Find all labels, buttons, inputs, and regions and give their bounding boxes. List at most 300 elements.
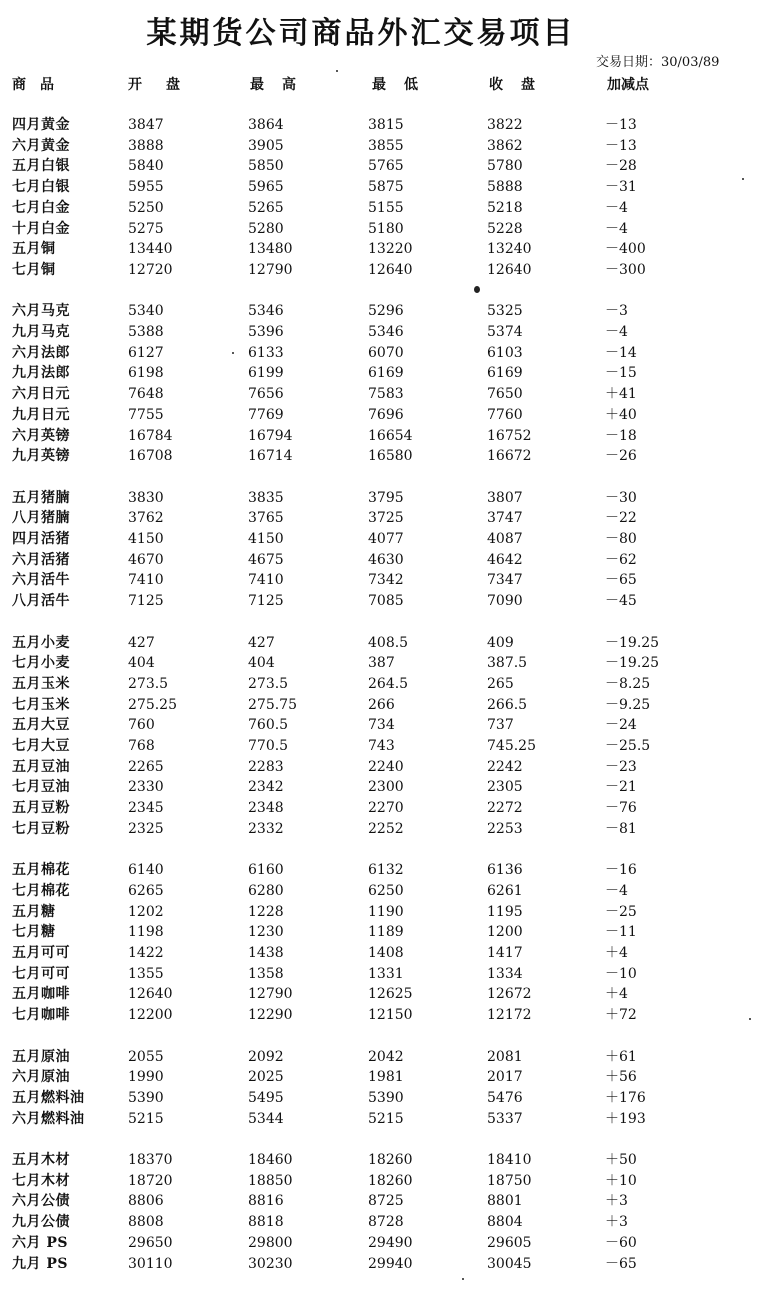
cell-low: 4077 (368, 531, 404, 547)
cell-change: －4 (605, 882, 628, 899)
table-row (0, 1047, 758, 1068)
cell-change: －28 (605, 158, 637, 175)
trade-date: 交易日期：30/03/89 (596, 55, 720, 70)
cell-high: 5850 (248, 158, 284, 175)
cell-commodity: 五月猪腩 (12, 489, 70, 506)
cell-change: －4 (605, 220, 628, 237)
table-row (0, 881, 758, 902)
cell-low: 6070 (368, 344, 404, 361)
cell-low: 12625 (368, 986, 413, 1003)
cell-commodity: 七月白金 (12, 199, 70, 216)
cell-commodity: 五月可可 (12, 945, 70, 961)
header-change: 加减点 (607, 77, 649, 93)
cell-close: 8804 (487, 1214, 523, 1231)
cell-low: 8728 (368, 1214, 404, 1231)
cell-high: 404 (248, 655, 275, 672)
cell-high: 12790 (248, 986, 293, 1003)
cell-high: 6199 (248, 365, 284, 382)
cell-close: 2081 (487, 1048, 523, 1065)
cell-low: 3855 (368, 137, 404, 154)
cell-open: 30110 (128, 1255, 173, 1272)
cell-close: 30045 (487, 1255, 532, 1272)
cell-commodity: 五月棉花 (12, 862, 70, 879)
table-row (0, 446, 758, 467)
cell-commodity: 九月 PS (12, 1255, 69, 1272)
cell-commodity: 四月黄金 (12, 117, 70, 133)
cell-change: ＋4 (605, 945, 628, 961)
cell-low: 1408 (368, 945, 404, 961)
cell-high: 5965 (248, 179, 284, 196)
cell-low: 408.5 (368, 634, 409, 651)
cell-close: 16672 (487, 448, 532, 465)
cell-change: －19.25 (605, 634, 660, 651)
cell-open: 273.5 (128, 675, 169, 692)
cell-high: 2283 (248, 758, 284, 775)
cell-high: 12790 (248, 261, 293, 278)
cell-high: 7125 (248, 593, 284, 610)
cell-commodity: 五月大豆 (12, 717, 70, 734)
cell-high: 1230 (248, 924, 284, 941)
cell-open: 16708 (128, 448, 173, 465)
cell-change: －400 (605, 241, 646, 258)
cell-low: 5765 (368, 158, 404, 175)
cell-commodity: 六月燃料油 (12, 1110, 85, 1127)
cell-change: －8.25 (605, 675, 651, 692)
cell-high: 2348 (248, 800, 284, 817)
cell-commodity: 七月棉花 (12, 882, 70, 899)
cell-close: 5228 (487, 220, 523, 237)
cell-commodity: 七月糖 (12, 924, 56, 941)
cell-change: －3 (605, 303, 628, 320)
cell-commodity: 五月豆粉 (12, 800, 70, 817)
table-row (0, 1005, 758, 1026)
cell-open: 427 (128, 634, 155, 651)
cell-close: 13240 (487, 241, 532, 258)
table-row (0, 198, 758, 219)
cell-change: －16 (605, 862, 637, 879)
cell-close: 1417 (487, 945, 523, 961)
cell-close: 2242 (487, 758, 523, 775)
header-close: 收盘 (489, 77, 553, 93)
cell-low: 743 (368, 738, 395, 754)
cell-close: 737 (487, 717, 514, 734)
cell-change: ＋72 (605, 1007, 637, 1024)
table-row (0, 736, 758, 757)
header-commodity: 商品 (12, 77, 68, 93)
cell-low: 2240 (368, 758, 404, 775)
cell-change: ＋176 (605, 1089, 646, 1106)
table-row (0, 508, 758, 529)
cell-change: －10 (605, 965, 637, 982)
cell-change: ＋3 (605, 1193, 628, 1210)
cell-close: 7090 (487, 593, 523, 610)
table-row (0, 363, 758, 384)
cell-commodity: 十月白金 (12, 220, 70, 237)
cell-commodity: 六月马克 (12, 303, 70, 320)
table-row (0, 405, 758, 426)
cell-commodity: 五月燃料油 (12, 1089, 85, 1106)
cell-open: 12720 (128, 261, 173, 278)
table-row (0, 984, 758, 1005)
cell-change: ＋61 (605, 1048, 637, 1065)
cell-open: 404 (128, 655, 155, 672)
cell-low: 1189 (368, 924, 404, 941)
cell-commodity: 七月玉米 (12, 696, 70, 713)
cell-low: 2300 (368, 779, 404, 796)
cell-open: 13440 (128, 241, 173, 258)
cell-low: 13220 (368, 241, 413, 258)
cell-high: 5346 (248, 303, 284, 320)
cell-high: 4150 (248, 531, 284, 547)
cell-high: 7656 (248, 386, 284, 403)
cell-change: －30 (605, 489, 637, 506)
cell-open: 2345 (128, 800, 164, 817)
cell-close: 2272 (487, 800, 523, 817)
cell-commodity: 五月玉米 (12, 675, 70, 692)
cell-low: 7085 (368, 593, 404, 610)
cell-change: －11 (605, 924, 637, 941)
cell-open: 16784 (128, 427, 173, 444)
cell-low: 18260 (368, 1172, 413, 1189)
cell-low: 5875 (368, 179, 404, 196)
cell-open: 4670 (128, 551, 164, 568)
cell-open: 3830 (128, 489, 164, 506)
cell-change: ＋40 (605, 406, 637, 423)
table-row (0, 219, 758, 240)
cell-low: 6132 (368, 862, 404, 879)
scan-speck (336, 70, 338, 72)
cell-change: －300 (605, 261, 646, 278)
cell-commodity: 七月可可 (12, 965, 70, 982)
cell-open: 3847 (128, 117, 164, 133)
cell-close: 5374 (487, 324, 523, 340)
cell-change: －4 (605, 199, 628, 216)
cell-close: 4642 (487, 551, 523, 568)
cell-open: 4150 (128, 531, 164, 547)
cell-high: 6280 (248, 882, 284, 899)
cell-open: 12640 (128, 986, 173, 1003)
table-row (0, 1233, 758, 1254)
cell-close: 6103 (487, 344, 523, 361)
cell-close: 7347 (487, 572, 523, 589)
cell-commodity: 六月法郎 (12, 344, 70, 361)
cell-high: 5265 (248, 199, 284, 216)
cell-low: 8725 (368, 1193, 404, 1210)
cell-open: 7755 (128, 406, 164, 423)
cell-low: 387 (368, 655, 395, 672)
table-row (0, 239, 758, 260)
cell-change: －22 (605, 510, 637, 527)
cell-high: 12290 (248, 1007, 293, 1024)
table-row (0, 1254, 758, 1275)
cell-close: 5218 (487, 199, 523, 216)
cell-low: 7342 (368, 572, 404, 589)
cell-open: 768 (128, 738, 155, 754)
cell-change: －31 (605, 179, 637, 196)
cell-high: 5280 (248, 220, 284, 237)
cell-open: 5275 (128, 220, 164, 237)
table-row (0, 860, 758, 881)
table-row (0, 529, 758, 550)
table-row (0, 964, 758, 985)
table-row (0, 653, 758, 674)
table-row (0, 715, 758, 736)
table-row (0, 591, 758, 612)
cell-close: 5325 (487, 303, 523, 320)
scan-speck (462, 1278, 464, 1280)
table-row (0, 550, 758, 571)
cell-change: －60 (605, 1234, 637, 1251)
cell-low: 29490 (368, 1234, 413, 1251)
cell-low: 5215 (368, 1110, 404, 1127)
cell-commodity: 五月豆油 (12, 758, 70, 775)
cell-change: －21 (605, 779, 637, 796)
table-row (0, 136, 758, 157)
cell-commodity: 七月木材 (12, 1172, 70, 1189)
cell-open: 12200 (128, 1007, 173, 1024)
cell-high: 275.75 (248, 696, 297, 713)
table-row (0, 633, 758, 654)
cell-low: 734 (368, 717, 395, 734)
table-row (0, 156, 758, 177)
cell-high: 29800 (248, 1234, 293, 1251)
cell-close: 6169 (487, 365, 523, 382)
table-row (0, 115, 758, 136)
cell-high: 18850 (248, 1172, 293, 1189)
cell-close: 7760 (487, 406, 523, 423)
cell-close: 18410 (487, 1152, 532, 1168)
cell-open: 275.25 (128, 696, 177, 713)
cell-change: －19.25 (605, 655, 660, 672)
cell-commodity: 五月白银 (12, 158, 70, 175)
cell-open: 7648 (128, 386, 164, 403)
cell-close: 12672 (487, 986, 532, 1003)
cell-close: 29605 (487, 1234, 532, 1251)
cell-change: －65 (605, 1255, 637, 1272)
cell-commodity: 八月猪腩 (12, 510, 70, 527)
table-row (0, 819, 758, 840)
cell-change: ＋193 (605, 1110, 646, 1127)
cell-open: 8806 (128, 1193, 164, 1210)
cell-high: 5396 (248, 324, 284, 340)
cell-open: 6198 (128, 365, 164, 382)
cell-close: 12172 (487, 1007, 532, 1024)
cell-high: 3905 (248, 137, 284, 154)
cell-open: 5215 (128, 1110, 164, 1127)
scan-speck (742, 178, 744, 180)
cell-commodity: 七月豆粉 (12, 820, 70, 837)
table-row (0, 322, 758, 343)
cell-open: 5955 (128, 179, 164, 196)
cell-commodity: 五月原油 (12, 1048, 70, 1065)
cell-open: 6265 (128, 882, 164, 899)
cell-close: 409 (487, 634, 514, 651)
cell-commodity: 八月活牛 (12, 593, 70, 610)
cell-close: 5476 (487, 1089, 523, 1106)
cell-close: 2253 (487, 820, 523, 837)
table-row (0, 777, 758, 798)
cell-high: 5495 (248, 1089, 284, 1106)
cell-high: 7769 (248, 406, 284, 423)
cell-low: 3815 (368, 117, 404, 133)
cell-open: 5390 (128, 1089, 164, 1106)
cell-low: 5390 (368, 1089, 404, 1106)
scan-speck (749, 1018, 751, 1020)
cell-change: －62 (605, 551, 637, 568)
cell-low: 4630 (368, 551, 404, 568)
table-row (0, 177, 758, 198)
table-row (0, 1191, 758, 1212)
cell-low: 16654 (368, 427, 413, 444)
cell-open: 1202 (128, 903, 164, 920)
cell-change: －4 (605, 324, 628, 340)
cell-low: 5296 (368, 303, 404, 320)
cell-close: 3747 (487, 510, 523, 527)
table-row (0, 570, 758, 591)
cell-close: 2305 (487, 779, 523, 796)
cell-high: 760.5 (248, 717, 289, 734)
cell-change: －18 (605, 427, 637, 444)
cell-open: 18370 (128, 1152, 173, 1168)
page-title: 某期货公司商品外汇交易项目 (146, 16, 576, 51)
cell-low: 5155 (368, 199, 404, 216)
cell-open: 6127 (128, 344, 164, 361)
cell-close: 1195 (487, 903, 523, 920)
cell-high: 6160 (248, 862, 284, 879)
cell-commodity: 六月日元 (12, 386, 70, 403)
table-row (0, 902, 758, 923)
cell-high: 2332 (248, 820, 284, 837)
cell-high: 1438 (248, 945, 284, 961)
cell-low: 2252 (368, 820, 404, 837)
cell-commodity: 五月木材 (12, 1152, 70, 1168)
cell-open: 3762 (128, 510, 164, 527)
cell-low: 264.5 (368, 675, 409, 692)
cell-low: 2042 (368, 1048, 404, 1065)
cell-high: 13480 (248, 241, 293, 258)
cell-change: ＋56 (605, 1069, 637, 1086)
cell-high: 427 (248, 634, 275, 651)
cell-commodity: 六月原油 (12, 1069, 70, 1086)
cell-close: 3862 (487, 137, 523, 154)
cell-change: －65 (605, 572, 637, 589)
scan-speck (232, 352, 234, 354)
cell-commodity: 七月小麦 (12, 655, 70, 672)
cell-change: ＋50 (605, 1152, 637, 1168)
cell-high: 3864 (248, 117, 284, 133)
cell-close: 16752 (487, 427, 532, 444)
cell-high: 3835 (248, 489, 284, 506)
cell-open: 5250 (128, 199, 164, 216)
cell-open: 1355 (128, 965, 164, 982)
cell-change: －80 (605, 531, 637, 547)
cell-high: 2025 (248, 1069, 284, 1086)
cell-change: －23 (605, 758, 637, 775)
cell-close: 5780 (487, 158, 523, 175)
cell-change: －76 (605, 800, 637, 817)
cell-close: 5337 (487, 1110, 523, 1127)
cell-open: 5388 (128, 324, 164, 340)
cell-open: 5840 (128, 158, 164, 175)
cell-low: 1190 (368, 903, 404, 920)
table-row (0, 1150, 758, 1171)
cell-change: －15 (605, 365, 637, 382)
cell-open: 1422 (128, 945, 164, 961)
cell-open: 5340 (128, 303, 164, 320)
cell-change: ＋10 (605, 1172, 637, 1189)
cell-open: 8808 (128, 1214, 164, 1231)
cell-high: 8818 (248, 1214, 284, 1231)
cell-high: 273.5 (248, 675, 289, 692)
cell-change: －24 (605, 717, 637, 734)
cell-commodity: 四月活猪 (12, 531, 70, 547)
cell-open: 2055 (128, 1048, 164, 1065)
cell-commodity: 九月公债 (12, 1214, 70, 1231)
header-high: 最高 (250, 77, 314, 93)
cell-change: －25 (605, 903, 637, 920)
cell-close: 266.5 (487, 696, 528, 713)
cell-commodity: 九月法郎 (12, 365, 70, 382)
cell-high: 5344 (248, 1110, 284, 1127)
cell-commodity: 五月咖啡 (12, 986, 70, 1003)
cell-close: 3822 (487, 117, 523, 133)
cell-change: －81 (605, 820, 637, 837)
cell-high: 6133 (248, 344, 284, 361)
cell-open: 2265 (128, 758, 164, 775)
cell-high: 1228 (248, 903, 284, 920)
cell-low: 3725 (368, 510, 404, 527)
cell-high: 3765 (248, 510, 284, 527)
table-row (0, 301, 758, 322)
cell-commodity: 七月咖啡 (12, 1007, 70, 1024)
cell-close: 18750 (487, 1172, 532, 1189)
cell-close: 8801 (487, 1193, 523, 1210)
cell-high: 8816 (248, 1193, 284, 1210)
table-row (0, 1067, 758, 1088)
cell-high: 16714 (248, 448, 293, 465)
cell-low: 1981 (368, 1069, 404, 1086)
table-row (0, 1088, 758, 1109)
cell-high: 4675 (248, 551, 284, 568)
table-row (0, 1212, 758, 1233)
cell-high: 18460 (248, 1152, 293, 1168)
cell-commodity: 六月活猪 (12, 551, 70, 568)
cell-change: －45 (605, 593, 637, 610)
cell-high: 1358 (248, 965, 284, 982)
cell-commodity: 七月白银 (12, 179, 70, 196)
cell-commodity: 六月英镑 (12, 427, 70, 444)
table-row (0, 384, 758, 405)
cell-close: 7650 (487, 386, 523, 403)
cell-open: 7410 (128, 572, 164, 589)
cell-low: 12150 (368, 1007, 413, 1024)
cell-commodity: 七月铜 (12, 261, 56, 278)
table-row (0, 674, 758, 695)
cell-commodity: 五月铜 (12, 241, 56, 258)
cell-high: 2342 (248, 779, 284, 796)
cell-close: 1334 (487, 965, 523, 982)
table-row (0, 798, 758, 819)
cell-low: 1331 (368, 965, 404, 982)
table-row (0, 343, 758, 364)
cell-change: －9.25 (605, 696, 651, 713)
table-row (0, 488, 758, 509)
cell-low: 5180 (368, 220, 404, 237)
cell-low: 7583 (368, 386, 404, 403)
cell-low: 18260 (368, 1152, 413, 1168)
cell-low: 266 (368, 696, 395, 713)
cell-open: 1990 (128, 1069, 164, 1086)
